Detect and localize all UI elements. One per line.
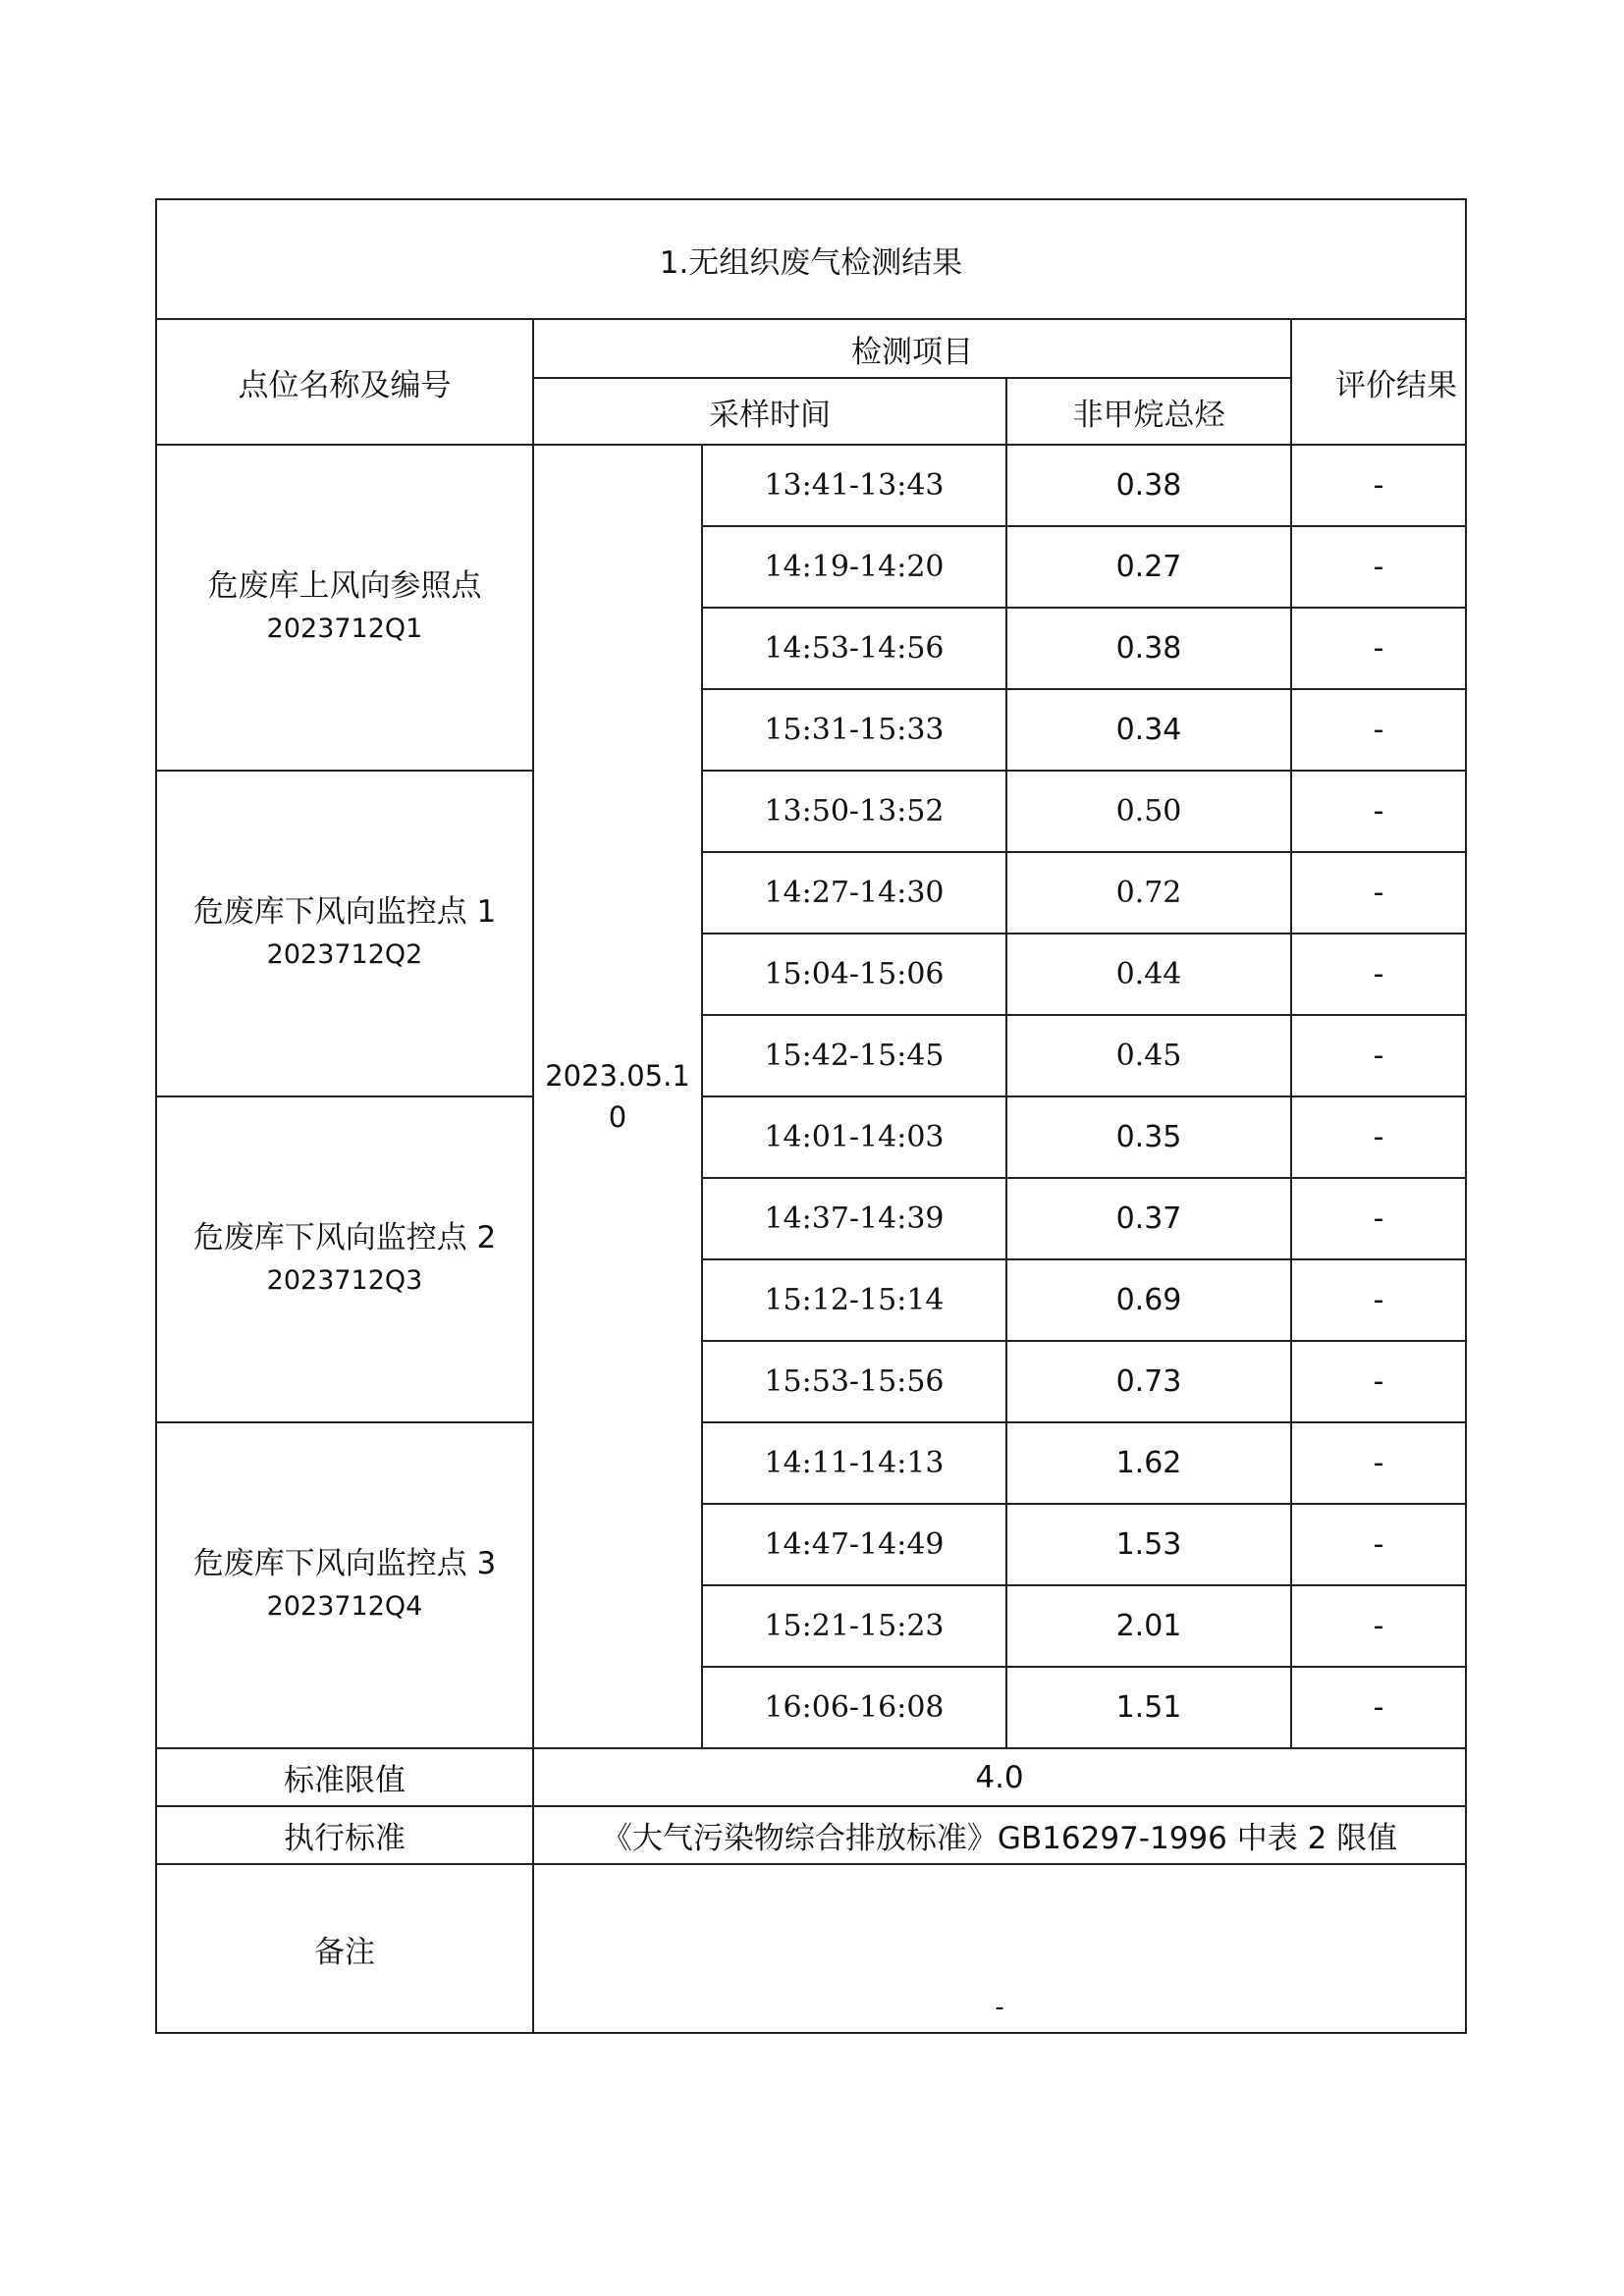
concentration-cell: 0.72 <box>1006 852 1291 934</box>
evaluation-cell: - <box>1291 526 1466 608</box>
location-name: 危废库下风向监控点 1 <box>192 894 497 930</box>
evaluation-cell: - <box>1291 1422 1466 1504</box>
table-title: 1.无组织废气检测结果 <box>156 199 1466 319</box>
evaluation-cell: - <box>1291 1259 1466 1341</box>
concentration-cell: 0.69 <box>1006 1259 1291 1341</box>
evaluation-cell: - <box>1291 689 1466 771</box>
table-row <box>156 445 1466 526</box>
sampling-date: 2023.05.10 <box>533 445 702 1748</box>
concentration-cell: 0.45 <box>1006 1015 1291 1096</box>
evaluation-cell: - <box>1291 1667 1466 1748</box>
location-cell <box>156 1422 533 1748</box>
sampling-time-cell: 15:53-15:56 <box>702 1341 1006 1422</box>
table-row <box>156 1096 1466 1178</box>
evaluation-cell: - <box>1291 934 1466 1015</box>
header-pollutant: 非甲烷总烃 <box>1006 378 1291 445</box>
sampling-time-cell: 14:53-14:56 <box>702 608 1006 689</box>
concentration-cell: 0.50 <box>1006 771 1291 852</box>
evaluation-cell: - <box>1291 1585 1466 1667</box>
evaluation-cell: - <box>1291 445 1466 526</box>
header-location: 点位名称及编号 <box>156 319 533 445</box>
limit-label: 标准限值 <box>156 1748 533 1806</box>
remarks-value: - <box>995 1993 1004 2022</box>
evaluation-cell: - <box>1291 852 1466 934</box>
table-row <box>156 1422 1466 1504</box>
evaluation-cell: - <box>1291 1096 1466 1178</box>
header-evaluation: 评价结果 <box>1291 319 1466 445</box>
location-cell <box>156 445 533 771</box>
sampling-time-cell: 14:01-14:03 <box>702 1096 1006 1178</box>
sampling-time-cell: 13:41-13:43 <box>702 445 1006 526</box>
remarks-label: 备注 <box>156 1864 533 2033</box>
concentration-cell: 0.37 <box>1006 1178 1291 1259</box>
sampling-time-cell: 14:37-14:39 <box>702 1178 1006 1259</box>
concentration-cell: 0.44 <box>1006 934 1291 1015</box>
sampling-time-cell: 14:19-14:20 <box>702 526 1006 608</box>
concentration-cell: 0.73 <box>1006 1341 1291 1422</box>
table-row <box>156 771 1466 852</box>
evaluation-cell: - <box>1291 1015 1466 1096</box>
evaluation-cell: - <box>1291 1341 1466 1422</box>
location-code: 2023712Q1 <box>266 614 423 644</box>
standard-value: 《大气污染物综合排放标准》GB16297-1996 中表 2 限值 <box>533 1806 1466 1864</box>
concentration-cell: 0.38 <box>1006 608 1291 689</box>
sampling-time-cell: 15:04-15:06 <box>702 934 1006 1015</box>
header-sampling-time: 采样时间 <box>533 378 1006 445</box>
concentration-cell: 1.62 <box>1006 1422 1291 1504</box>
evaluation-cell: - <box>1291 1504 1466 1585</box>
concentration-cell: 1.53 <box>1006 1504 1291 1585</box>
location-name: 危废库上风向参照点 <box>207 568 482 604</box>
limit-value: 4.0 <box>533 1748 1466 1806</box>
location-cell <box>156 1096 533 1422</box>
location-name: 危废库下风向监控点 3 <box>192 1546 497 1581</box>
sampling-time-cell: 15:21-15:23 <box>702 1585 1006 1667</box>
location-name: 危废库下风向监控点 2 <box>192 1220 497 1255</box>
location-cell <box>156 771 533 1096</box>
concentration-cell: 2.01 <box>1006 1585 1291 1667</box>
sampling-time-cell: 15:42-15:45 <box>702 1015 1006 1096</box>
concentration-cell: 0.38 <box>1006 445 1291 526</box>
evaluation-cell: - <box>1291 1178 1466 1259</box>
remarks-cell <box>533 1864 1466 2033</box>
location-code: 2023712Q2 <box>266 939 423 970</box>
evaluation-cell: - <box>1291 771 1466 852</box>
sampling-time-cell: 16:06-16:08 <box>702 1667 1006 1748</box>
sampling-time-cell: 13:50-13:52 <box>702 771 1006 852</box>
sampling-time-cell: 15:31-15:33 <box>702 689 1006 771</box>
location-code: 2023712Q3 <box>266 1265 423 1296</box>
concentration-cell: 0.34 <box>1006 689 1291 771</box>
sampling-time-cell: 14:11-14:13 <box>702 1422 1006 1504</box>
location-code: 2023712Q4 <box>266 1591 423 1622</box>
results-table <box>155 198 1467 2034</box>
concentration-cell: 0.27 <box>1006 526 1291 608</box>
sampling-time-cell: 14:47-14:49 <box>702 1504 1006 1585</box>
evaluation-cell: - <box>1291 608 1466 689</box>
standard-label: 执行标准 <box>156 1806 533 1864</box>
sampling-time-cell: 14:27-14:30 <box>702 852 1006 934</box>
concentration-cell: 1.51 <box>1006 1667 1291 1748</box>
sampling-time-cell: 15:12-15:14 <box>702 1259 1006 1341</box>
header-test-item: 检测项目 <box>533 319 1291 378</box>
concentration-cell: 0.35 <box>1006 1096 1291 1178</box>
